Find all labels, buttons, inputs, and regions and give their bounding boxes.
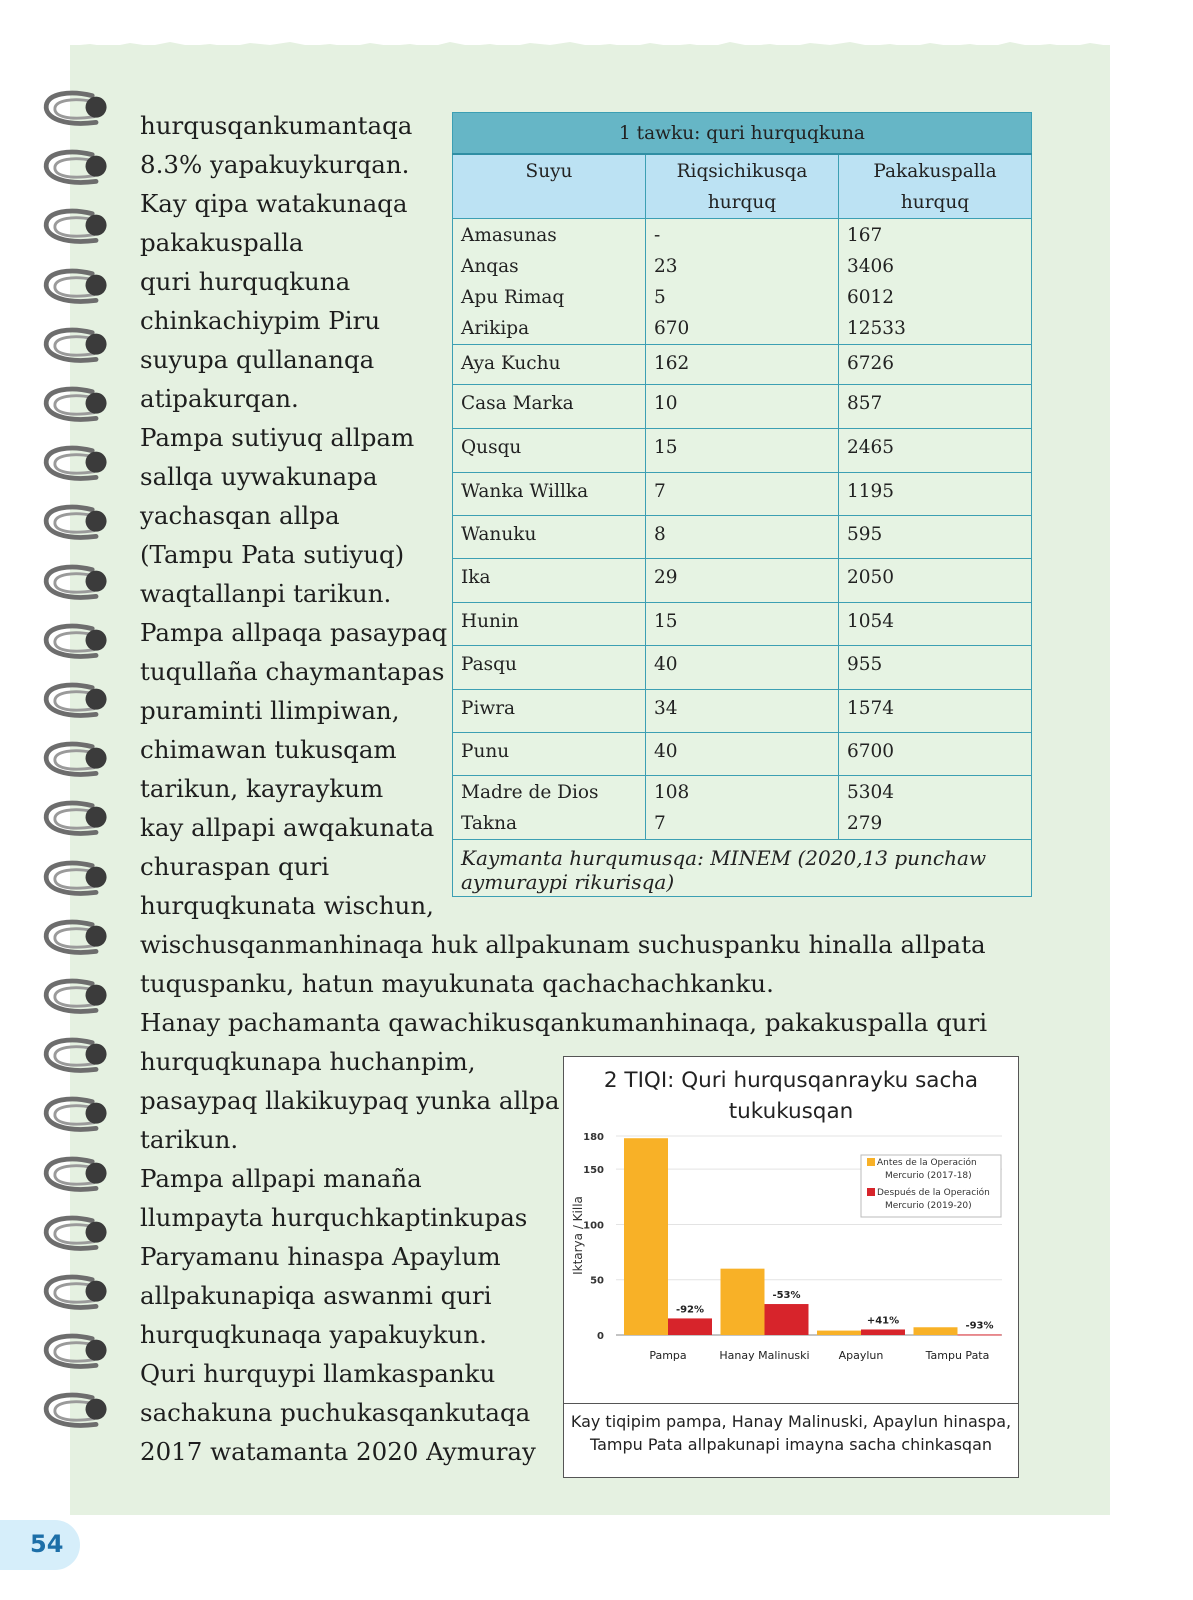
table-cell bbox=[646, 473, 839, 516]
text-line: waqtallanpi tarikun. bbox=[140, 579, 392, 608]
x-tick-label: Pampa bbox=[649, 1349, 687, 1362]
table-row bbox=[453, 733, 1032, 776]
text-line: pasaypaq llakikuypaq yunka allpa bbox=[140, 1086, 560, 1115]
text-line: kay allpapi awqakunata bbox=[140, 813, 435, 842]
table-cell bbox=[839, 559, 1032, 603]
table-cell-line: Piwra bbox=[461, 698, 516, 719]
header-suyu: Suyu bbox=[453, 154, 646, 219]
bar-annotation: +41% bbox=[866, 1315, 900, 1327]
bar bbox=[668, 1318, 712, 1335]
table-cell-line: 40 bbox=[654, 741, 678, 762]
table-cell-line: Apu Rimaq bbox=[461, 287, 565, 308]
table-cell bbox=[646, 733, 839, 776]
table-cell bbox=[839, 733, 1032, 776]
x-tick-label: Hanay Malinuski bbox=[719, 1349, 810, 1362]
spiral-ring-icon bbox=[40, 1390, 110, 1434]
text-line: 2017 watamanta 2020 Aymuray bbox=[140, 1437, 536, 1466]
y-tick-label: 100 bbox=[583, 1220, 604, 1232]
bar-annotation: -53% bbox=[772, 1290, 801, 1302]
table-cell-line: 10 bbox=[654, 393, 678, 414]
spiral-ring-icon bbox=[40, 976, 110, 1020]
table-row bbox=[453, 429, 1032, 473]
text-line: hurquqkunaqa yapakuykun. bbox=[140, 1320, 487, 1349]
table-cell bbox=[646, 690, 839, 733]
table-cell-line: 2050 bbox=[847, 567, 895, 588]
table-cell-line: 8 bbox=[654, 524, 666, 545]
spiral-ring-icon bbox=[40, 1331, 110, 1375]
table-cell bbox=[646, 219, 839, 345]
legend-swatch bbox=[867, 1158, 875, 1166]
body-text-bottom bbox=[140, 1042, 559, 1471]
page-number-tab bbox=[0, 1520, 80, 1570]
table-cell-line: Hunin bbox=[461, 611, 519, 632]
text-line: puraminti llimpiwan, bbox=[140, 696, 400, 725]
spiral-ring-icon bbox=[40, 858, 110, 902]
table-cell bbox=[453, 385, 646, 429]
table-cell-line: 7 bbox=[654, 481, 666, 502]
table-cell-line: 15 bbox=[654, 437, 678, 458]
legend-swatch bbox=[867, 1188, 875, 1196]
table-cell-line: Amasunas bbox=[461, 225, 557, 246]
legend-label: Antes de la Operación Mercurio (2017-18) bbox=[877, 1158, 977, 1181]
table-cell-line: Pasqu bbox=[461, 654, 517, 675]
table-cell bbox=[839, 690, 1032, 733]
table-cell-line: 670 bbox=[654, 318, 690, 339]
table-row bbox=[453, 219, 1032, 345]
table-source: Kaymanta hurqumusqa: MINEM (2020,13 punchaw aymuraypi rikurisqa) bbox=[453, 840, 1032, 897]
page-number: 54 bbox=[30, 1530, 64, 1558]
y-axis-label: Iktarya / Killa bbox=[571, 1196, 585, 1275]
table-cell bbox=[646, 516, 839, 559]
legend-label: Después de la Operación Mercurio (2019-20) bbox=[877, 1188, 990, 1211]
text-line: Kay qipa watakunaqa bbox=[140, 189, 408, 218]
spiral-ring-icon bbox=[40, 1213, 110, 1257]
table-cell-line: Casa Marka bbox=[461, 393, 574, 414]
table-cell-line: 595 bbox=[847, 524, 883, 545]
spiral-ring-icon bbox=[40, 1094, 110, 1138]
y-tick-label: 150 bbox=[583, 1165, 604, 1177]
table-cell bbox=[453, 429, 646, 473]
table-cell-line: Wanuku bbox=[461, 524, 537, 545]
table-cell bbox=[453, 219, 646, 345]
table-cell bbox=[453, 690, 646, 733]
body-text-top bbox=[140, 106, 447, 925]
table-cell bbox=[839, 646, 1032, 690]
table-row bbox=[453, 473, 1032, 516]
table-cell-line: 2465 bbox=[847, 437, 895, 458]
spiral-ring-icon bbox=[40, 325, 110, 369]
bar bbox=[817, 1331, 861, 1335]
table-cell-line: Wanka Willka bbox=[461, 481, 589, 502]
bar bbox=[914, 1327, 958, 1335]
table-cell-line: 6726 bbox=[847, 353, 895, 374]
table-cell-line: 15 bbox=[654, 611, 678, 632]
text-line: yachasqan allpa bbox=[140, 501, 340, 530]
table-cell bbox=[453, 516, 646, 559]
text-line: hurquqkunapa huchanpim, bbox=[140, 1047, 476, 1076]
text-line: allpakunapiqa aswanmi quri bbox=[140, 1281, 492, 1310]
text-line: chimawan tukusqam bbox=[140, 735, 397, 764]
table-cell bbox=[646, 559, 839, 603]
table-cell bbox=[646, 385, 839, 429]
table-cell-line: 7 bbox=[654, 813, 666, 834]
gold-miners-table bbox=[452, 112, 1032, 897]
table-cell-line: 6012 bbox=[847, 287, 895, 308]
text-line: suyupa qullananqa bbox=[140, 345, 375, 374]
text-line: sallqa uywakunapa bbox=[140, 462, 378, 491]
deforestation-chart bbox=[563, 1056, 1019, 1478]
spiral-ring-icon bbox=[40, 1272, 110, 1316]
table-cell bbox=[453, 603, 646, 646]
spiral-ring-icon bbox=[40, 680, 110, 724]
table-caption: 1 tawku: quri hurquqkuna bbox=[453, 113, 1032, 155]
table-cell bbox=[839, 473, 1032, 516]
text-line: tarikun. bbox=[140, 1125, 239, 1154]
text-line: atipakurqan. bbox=[140, 384, 299, 413]
table-cell-line: 162 bbox=[654, 353, 690, 374]
spiral-ring-icon bbox=[40, 147, 110, 191]
text-line: chinkachiypim Piru bbox=[140, 306, 381, 335]
table-cell bbox=[839, 429, 1032, 473]
table-cell-line: Anqas bbox=[461, 256, 519, 277]
table-row bbox=[453, 776, 1032, 840]
bar bbox=[721, 1269, 765, 1335]
table-cell-line: 1574 bbox=[847, 698, 895, 719]
table-cell-line: 167 bbox=[847, 225, 883, 246]
spiral-ring-icon bbox=[40, 266, 110, 310]
table-cell bbox=[646, 345, 839, 385]
table-cell bbox=[839, 776, 1032, 840]
table-cell-line: 12533 bbox=[847, 318, 906, 339]
body-text-full bbox=[140, 925, 987, 1042]
table-cell-line: - bbox=[654, 225, 661, 246]
bar-annotation: -93% bbox=[965, 1320, 994, 1332]
table-cell-line: 34 bbox=[654, 698, 678, 719]
bar bbox=[765, 1304, 809, 1335]
table-cell bbox=[646, 429, 839, 473]
table-row bbox=[453, 690, 1032, 733]
table-row bbox=[453, 345, 1032, 385]
table-row bbox=[453, 516, 1032, 559]
table-cell-line: 279 bbox=[847, 813, 883, 834]
table-cell-line: 1195 bbox=[847, 481, 895, 502]
text-line: tuqullaña chaymantapas bbox=[140, 657, 445, 686]
spiral-ring-icon bbox=[40, 739, 110, 783]
table-cell bbox=[453, 646, 646, 690]
table-cell-line: Takna bbox=[461, 813, 518, 834]
text-line: Pampa allpapi manaña bbox=[140, 1164, 422, 1193]
spiral-ring-icon bbox=[40, 384, 110, 428]
y-tick-label: 50 bbox=[590, 1275, 604, 1287]
table-cell-line: Aya Kuchu bbox=[461, 353, 561, 374]
text-line: hurqusqankumantaqa bbox=[140, 111, 413, 140]
table-cell bbox=[646, 646, 839, 690]
y-tick-label: 0 bbox=[597, 1331, 604, 1342]
spiral-ring-icon bbox=[40, 621, 110, 665]
spiral-ring-icon bbox=[40, 88, 110, 132]
table-row bbox=[453, 385, 1032, 429]
text-line: churaspan quri bbox=[140, 852, 330, 881]
table-cell bbox=[453, 776, 646, 840]
text-line: 8.3% yapakuykurqan. bbox=[140, 150, 410, 179]
chart-plot bbox=[564, 1057, 1018, 1403]
table-cell-line: 40 bbox=[654, 654, 678, 675]
bar-annotation: -92% bbox=[675, 1304, 705, 1316]
table-cell-line: 108 bbox=[654, 782, 690, 803]
table-row bbox=[453, 603, 1032, 646]
text-line: hurquqkunata wischun, bbox=[140, 891, 434, 920]
x-tick-label: Tampu Pata bbox=[925, 1349, 990, 1362]
table-cell-line: 5 bbox=[654, 287, 666, 308]
table-cell-line: Arikipa bbox=[461, 318, 530, 339]
table-cell-line: 955 bbox=[847, 654, 883, 675]
text-line: Quri hurquypi llamkaspanku bbox=[140, 1359, 496, 1388]
text-line: pakakuspalla bbox=[140, 228, 304, 257]
text-line: quri hurquqkuna bbox=[140, 267, 351, 296]
table-cell bbox=[839, 219, 1032, 345]
text-line: tuquspanku, hatun mayukunata qachachachkanku. bbox=[140, 969, 774, 998]
header-informal-miners: Pakakuspalla hurquq bbox=[839, 154, 1032, 219]
table-cell-line: 6700 bbox=[847, 741, 895, 762]
table-cell-line: 5304 bbox=[847, 782, 895, 803]
bar bbox=[624, 1138, 668, 1335]
spiral-ring-icon bbox=[40, 562, 110, 606]
table-cell bbox=[453, 473, 646, 516]
text-line: Paryamanu hinaspa Apaylum bbox=[140, 1242, 501, 1271]
table-cell-line: Punu bbox=[461, 741, 510, 762]
spiral-ring-icon bbox=[40, 502, 110, 546]
table-cell-line: Ika bbox=[461, 567, 491, 588]
table-cell-line: 3406 bbox=[847, 256, 895, 277]
table-cell bbox=[839, 516, 1032, 559]
table-cell-line: 1054 bbox=[847, 611, 895, 632]
spiral-ring-icon bbox=[40, 917, 110, 961]
table-cell bbox=[453, 559, 646, 603]
table-cell-line: 29 bbox=[654, 567, 678, 588]
bar bbox=[861, 1329, 905, 1335]
spiral-ring-icon bbox=[40, 1035, 110, 1079]
table-cell bbox=[646, 603, 839, 646]
table-cell-line: 857 bbox=[847, 393, 883, 414]
x-tick-label: Apaylun bbox=[838, 1349, 884, 1362]
table-cell-line: 23 bbox=[654, 256, 678, 277]
chart-caption: Kay tiqipim pampa, Hanay Malinuski, Apaylun hinaspa, Tampu Pata allpakunapi imayna sacha chinkasqan bbox=[564, 1403, 1018, 1477]
text-line: Pampa allpaqa pasaypaq bbox=[140, 618, 448, 647]
table-cell-line: Madre de Dios bbox=[461, 782, 599, 803]
spiral-ring-icon bbox=[40, 798, 110, 842]
y-tick-label: 180 bbox=[583, 1132, 604, 1143]
table-cell bbox=[646, 776, 839, 840]
chart-title: 2 TIQI: Quri hurqusqanrayku sacha tukukusqan bbox=[603, 1068, 979, 1124]
table-cell bbox=[839, 603, 1032, 646]
header-registered-miners: Riqsichikusqa hurquq bbox=[646, 154, 839, 219]
bar bbox=[958, 1334, 1002, 1335]
text-line: llumpayta hurquchkaptinkupas bbox=[140, 1203, 528, 1232]
spiral-ring-icon bbox=[40, 443, 110, 487]
spiral-ring-icon bbox=[40, 206, 110, 250]
table-cell bbox=[453, 733, 646, 776]
spiral-ring-icon bbox=[40, 1154, 110, 1198]
table-cell-line: Qusqu bbox=[461, 437, 522, 458]
text-line: sachakuna puchukasqankutaqa bbox=[140, 1398, 531, 1427]
text-line: (Tampu Pata sutiyuq) bbox=[140, 540, 405, 569]
text-line: Pampa sutiyuq allpam bbox=[140, 423, 415, 452]
table-cell bbox=[839, 385, 1032, 429]
table-row bbox=[453, 559, 1032, 603]
table-row bbox=[453, 646, 1032, 690]
table-cell bbox=[839, 345, 1032, 385]
text-line: tarikun, kayraykum bbox=[140, 774, 384, 803]
table-cell bbox=[453, 345, 646, 385]
text-line: Hanay pachamanta qawachikusqankumanhinaqa, pakakuspalla quri bbox=[140, 1008, 988, 1037]
text-line: wischusqanmanhinaqa huk allpakunam suchuspanku hinalla allpata bbox=[140, 930, 986, 959]
